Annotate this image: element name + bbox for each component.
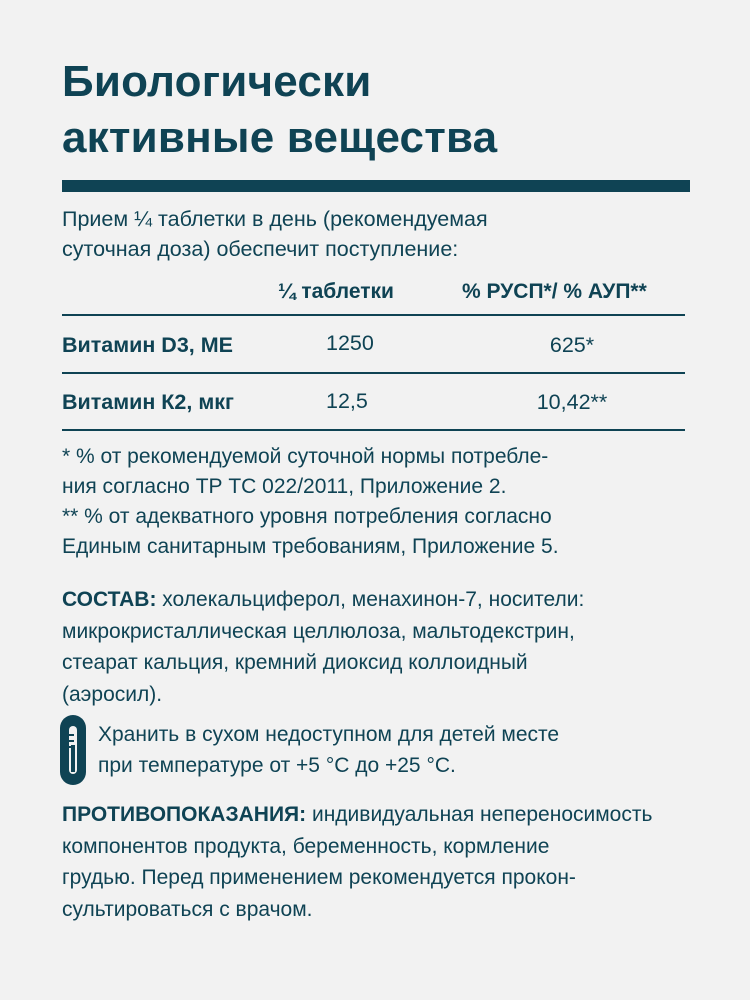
row-vitamin-k2-name: Витамин К2, мкг: [62, 390, 234, 414]
composition-section: [62, 584, 712, 710]
title-line-2: активные вещества: [62, 113, 498, 162]
footnotes: [62, 442, 702, 562]
contraindications-label: ПРОТИВОПОКАЗАНИЯ:: [62, 803, 307, 826]
row-vitamin-d3-percent: 625*: [549, 333, 595, 357]
row-vitamin-d3-name: Витамин D3, МЕ: [62, 333, 233, 357]
composition-line-2: микрокристаллическая целлюлоза, мальтодекстрин,: [62, 619, 575, 643]
storage-line-2: при температуре от +5 °С до +25 °С.: [98, 754, 456, 777]
contraindications-line-1: индивидуальная непереносимость: [306, 803, 653, 826]
composition-line-1: холекальциферол, менахинон-7, носители:: [156, 588, 585, 611]
thermometer-icon: [60, 715, 86, 785]
intro-line-1: Прием ¼ таблетки в день (рекомендуемая: [62, 207, 488, 231]
contraindications-line-4: сультироваться с врачом.: [62, 897, 313, 921]
table-rule-middle: [62, 372, 685, 374]
table-header-amount: ¼ таблетки: [278, 280, 394, 303]
table-header-percent: % РУСП*/ % АУП**: [462, 280, 647, 303]
contraindications-line-3: грудью. Перед применением рекомендуется прокон-: [62, 866, 576, 889]
table-rule-bottom: [62, 429, 685, 431]
intro-text: [62, 204, 682, 264]
storage-conditions: [98, 719, 678, 781]
intro-line-2: суточная доза) обеспечит поступление:: [62, 237, 459, 261]
storage-line-1: Хранить в сухом недоступном для детей месте: [98, 723, 560, 746]
contraindications-line-2: компонентов продукта, беременность, кормление: [62, 834, 550, 858]
footnote-line: * % от рекомендуемой суточной нормы потребле-: [62, 445, 549, 468]
composition-label: СОСТАВ:: [62, 588, 157, 611]
composition-line-3: стеарат кальция, кремний диоксид коллоидный: [62, 651, 528, 674]
title-line-1: Биологически: [62, 57, 372, 106]
footnote-line: ** % от адекватного уровня потребления согласно: [62, 505, 552, 528]
row-vitamin-k2-percent: 10,42**: [536, 390, 608, 414]
title-divider: [62, 180, 690, 192]
page-title: [62, 54, 702, 166]
row-vitamin-d3-amount: 1250: [326, 331, 374, 355]
footnote-line: Единым санитарным требованиям, Приложение 5.: [62, 535, 559, 558]
composition-line-4: (аэросил).: [62, 682, 163, 706]
footnote-line: ния согласно ТР ТС 022/2011, Приложение 2.: [62, 475, 507, 498]
row-vitamin-k2-amount: 12,5: [326, 389, 368, 413]
contraindications-section: [62, 799, 712, 925]
table-rule-top: [62, 314, 685, 316]
